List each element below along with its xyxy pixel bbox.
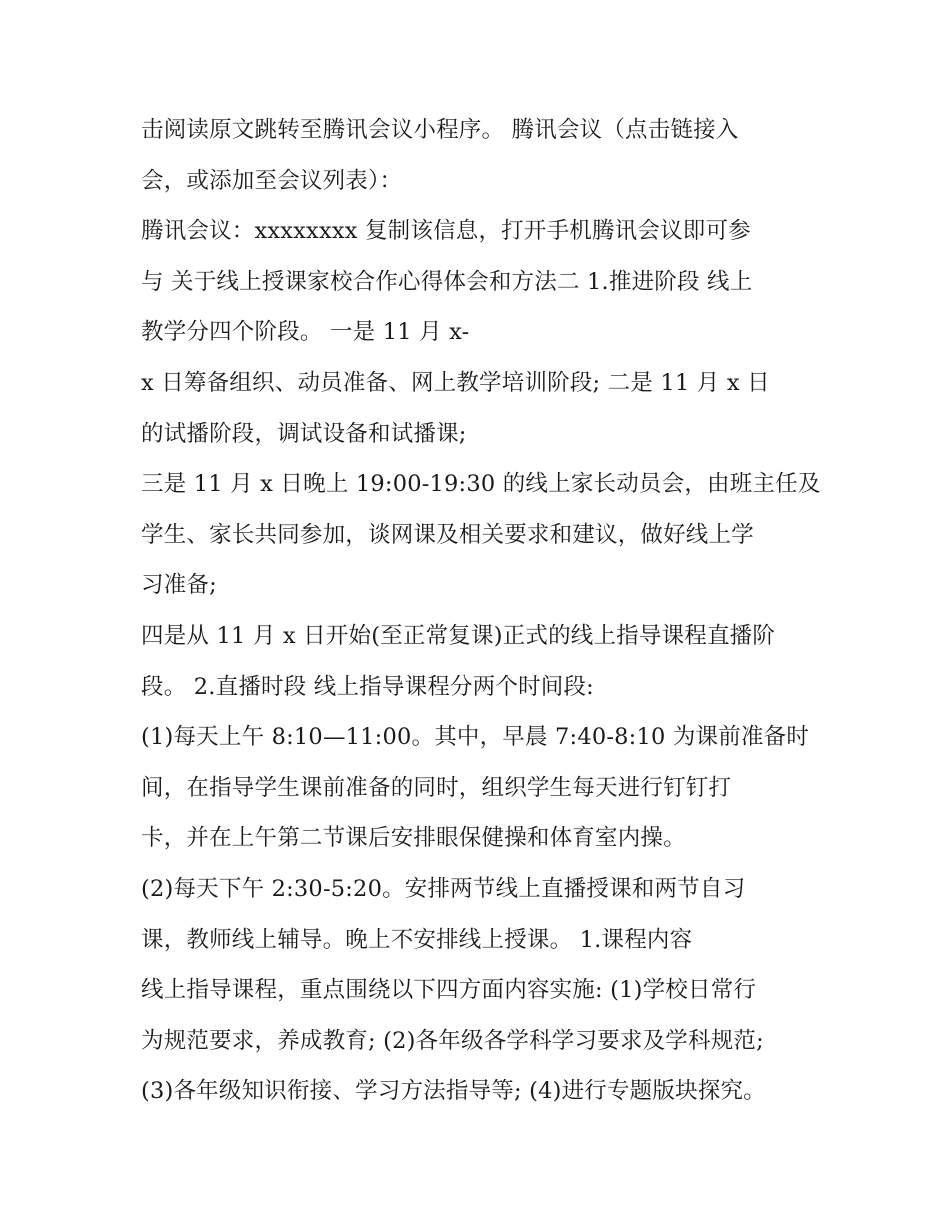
- text-line: 击阅读原文跳转至腾讯会议小程序。 腾讯会议（点击链接入: [141, 117, 739, 143]
- text-line: x 日筹备组织、动员准备、网上教学培训阶段; 二是 11 月 x 日: [141, 369, 770, 396]
- text-line: 的试播阶段，调试设备和试播课;: [141, 420, 467, 447]
- text-line: 会，或添加至会议列表）：: [141, 167, 403, 194]
- text-line: 四是从 11 月 x 日开始(至正常复课)正式的线上指导课程直播阶: [141, 622, 776, 649]
- text-line: 与 关于线上授课家校合作心得体会和方法二 1.推进阶段 线上: [141, 268, 753, 295]
- text-line: 段。 2.直播时段 线上指导课程分两个时间段:: [141, 673, 594, 700]
- text-line: 为规范要求，养成教育; (2)各年级各学科学习要求及学科规范;: [141, 1027, 764, 1054]
- text-line: (1)每天上午 8:10—11:00。其中，早晨 7:40-8:10 为课前准备时: [141, 724, 810, 751]
- text-line: 卡，并在上午第二节课后安排眼保健操和体育室内操。: [141, 825, 686, 852]
- text-line: (2)每天下午 2:30-5:20。安排两节线上直播授课和两节自习: [141, 875, 746, 902]
- text-line: 教学分四个阶段。 一是 11 月 x-: [141, 319, 470, 346]
- text-line: 课，教师线上辅导。晚上不安排线上授课。 1.课程内容: [141, 926, 693, 953]
- text-line: 三是 11 月 x 日晚上 19:00-19:30 的线上家长动员会，由班主任及: [141, 471, 821, 498]
- text-line: 腾讯会议：xxxxxxxx 复制该信息，打开手机腾讯会议即可参: [141, 218, 751, 245]
- text-line: 线上指导课程，重点围绕以下四方面内容实施: (1)学校日常行: [141, 977, 757, 1004]
- body-text: [141, 105, 831, 1117]
- text-line: (3)各年级知识衔接、学习方法指导等; (4)进行专题版块探究。: [141, 1078, 766, 1105]
- text-line: 习准备;: [141, 572, 217, 599]
- text-line: 学生、家长共同参加，谈网课及相关要求和建议，做好线上学: [141, 521, 754, 548]
- text-line: 间，在指导学生课前准备的同时，组织学生每天进行钉钉打: [141, 774, 732, 801]
